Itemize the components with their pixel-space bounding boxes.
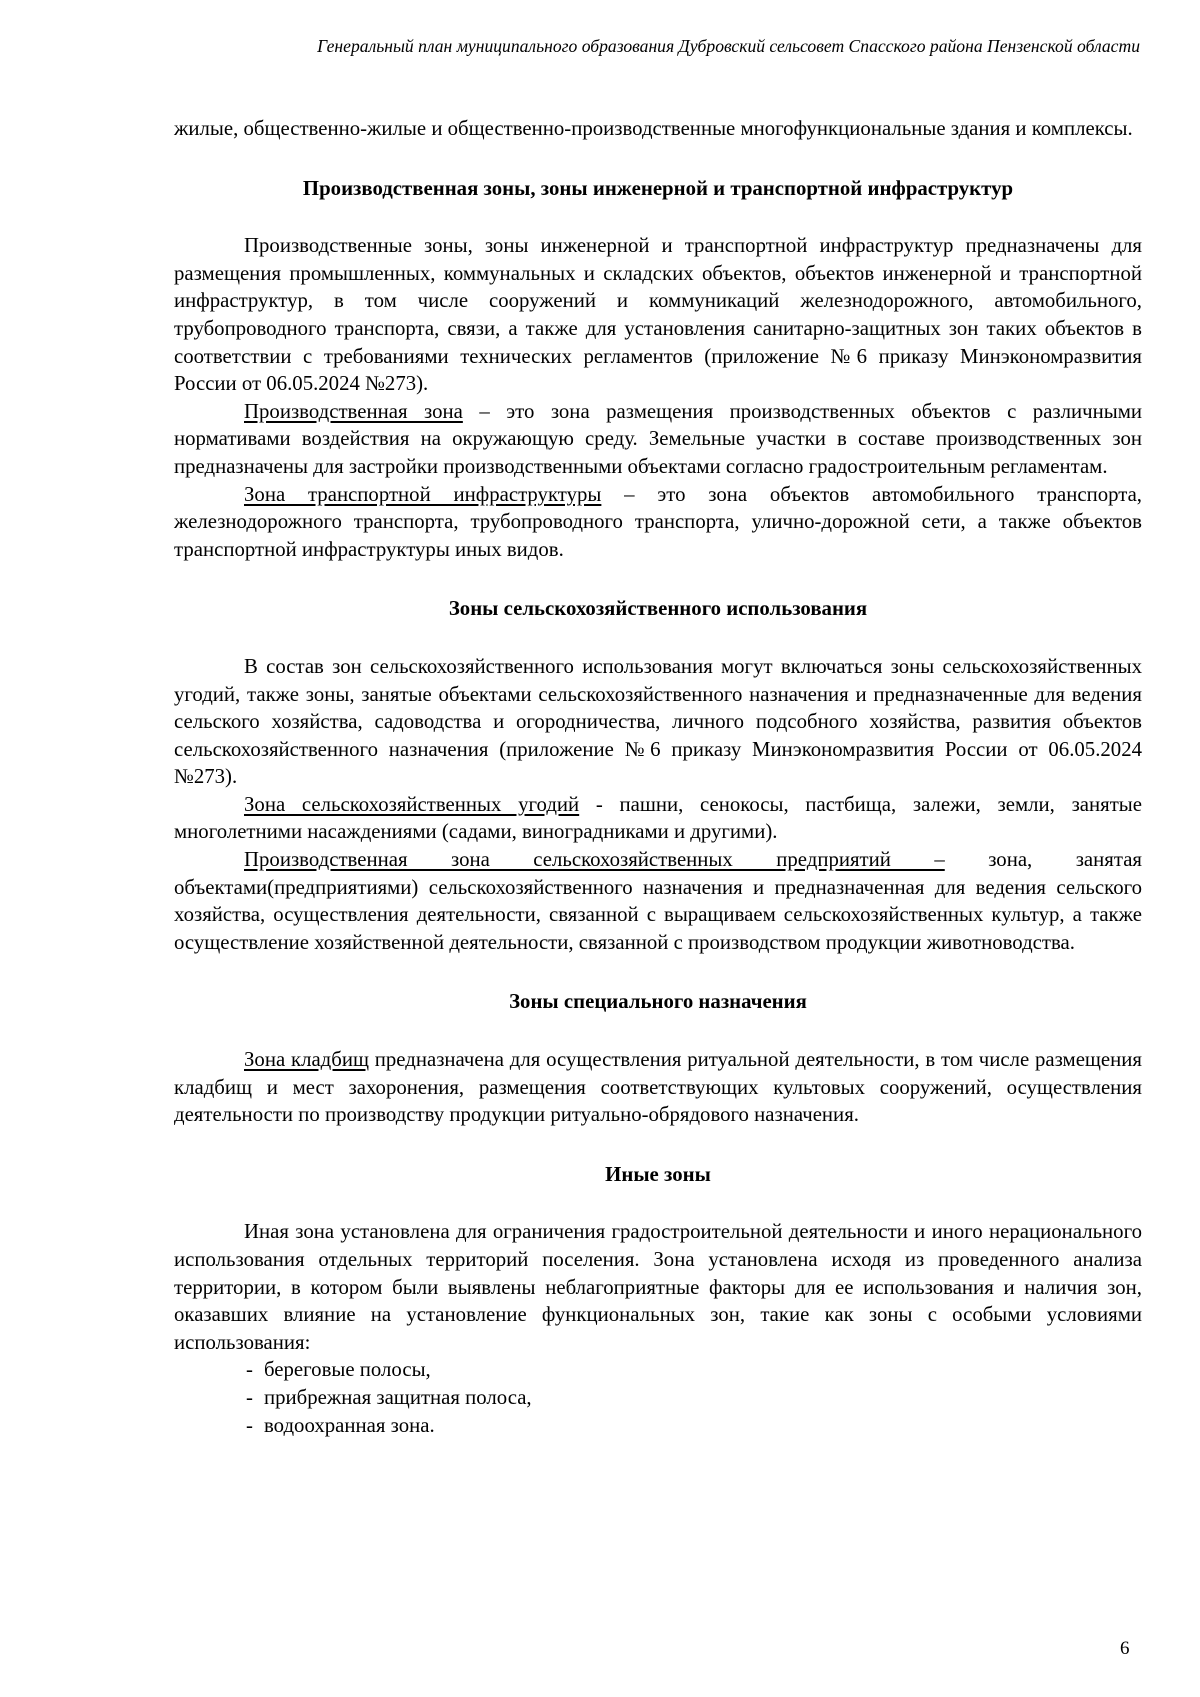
paragraph-agri-1: В состав зон сельскохозяйственного использования могут включаться зоны сельскохозяйственных угодий, также зоны, занятые объектами сельскохозяйственного назначения и предназначенные для ведения сельского хозяйства, садоводства и огородничества, личного подсобного хозяйства, развития объектов сельскохозяйственного назначения (приложение №6 приказу Минэкономразвития России от 06.05.2024 №273). <box>174 654 1142 789</box>
term-transport-zone: Зона транспортной инфраструктуры <box>244 482 602 506</box>
paragraph-other-1: Иная зона установлена для ограничения градостроительной деятельности и иного нерационального использования отдельных территорий поселения. Зона установлена исходя из проведенного анализа территории, в котором были выявлены неблагоприятные факторы для ее использования и наличия зон, оказавших влияние на установление функциональных зон, такие как зоны с особыми условиями использования: <box>174 1220 1142 1354</box>
text-cemetery-zone: предназначена для осуществления ритуальной деятельности, в том числе размещения кладбищ и мест захоронения, размещения соответствующих культовых сооружений, осуществления деятельности по производству продукции ритуально-обрядового назначения. <box>174 1048 1142 1127</box>
paragraph-production-2 <box>174 398 1142 481</box>
intro-paragraph: жилые, общественно-жилые и общественно-производственные многофункциональные здания и комплексы. <box>174 117 1133 140</box>
heading-agri-zones: Зоны сельскохозяйственного использования <box>448 597 868 621</box>
text-production-zone: – это зона размещения производственных объектов с различными нормативами воздействия на окружающую среду. Земельные участки в составе производственных зон предназначены для застройки производственными объектами согласно градостроительным регламентам. <box>174 399 1142 478</box>
text-transport-zone: – это зона объектов автомобильного транспорта, железнодорожного транспорта, трубопроводного транспорта, улично-дорожной сети, а также объектов транспортной инфраструктуры иных видов. <box>174 482 1142 561</box>
document-body <box>174 115 1142 1439</box>
paragraph-production-3 <box>174 481 1142 564</box>
list-item: - водоохранная зона. <box>244 1412 1142 1440</box>
text-agri-land-zone: - пашни, сенокосы, пастбища, залежи, земли, занятые многолетними насаждениями (садами, виноградниками и другими). <box>174 792 1142 844</box>
restrictions-list <box>174 1356 1142 1439</box>
paragraph-production-1: Производственные зоны, зоны инженерной и транспортной инфраструктур предназначены для размещения промышленных, коммунальных и складских объектов, объектов инженерной и транспортной инфраструктур, в том числе сооружений и коммуникаций железнодорожного, автомобильного, трубопроводного транспорта, связи, а также для установления санитарно-защитных зон таких объектов в соответствии с требованиями технических регламентов (приложение №6 приказу Минэкономразвития России от 06.05.2024 №273). <box>174 234 1142 396</box>
heading-other-zones: Иные зоны <box>605 1162 711 1186</box>
term-production-zone: Производственная зона <box>244 399 463 423</box>
list-item: - береговые полосы, <box>244 1356 1142 1384</box>
term-agri-enterprise-zone: Производственная зона сельскохозяйственных предприятий – <box>244 848 945 872</box>
text-agri-enterprise-zone: зона, занятая объектами(предприятиями) сельскохозяйственного назначения и предназначенная для ведения сельского хозяйства, осуществления деятельности, связанной с выращиваем сельскохозяйственных культур, а также осуществление хозяйственной деятельности, связанной с производством продукции животноводства. <box>174 848 1142 954</box>
heading-production-zones: Производственная зоны, зоны инженерной и транспортной инфраструктур <box>302 176 1014 200</box>
paragraph-agri-2 <box>174 791 1142 846</box>
list-item: - прибрежная защитная полоса, <box>244 1384 1142 1412</box>
running-header: Генеральный план муниципального образования Дубровский сельсовет Спасского района Пензенской области <box>317 36 1140 56</box>
paragraph-agri-3 <box>174 846 1142 956</box>
term-agri-land-zone: Зона сельскохозяйственных угодий <box>244 792 580 816</box>
page-number: 6 <box>1120 1638 1130 1659</box>
heading-special-zones: Зоны специального назначения <box>509 990 807 1014</box>
term-cemetery-zone: Зона кладбищ <box>244 1048 369 1072</box>
paragraph-special-1 <box>174 1046 1142 1129</box>
